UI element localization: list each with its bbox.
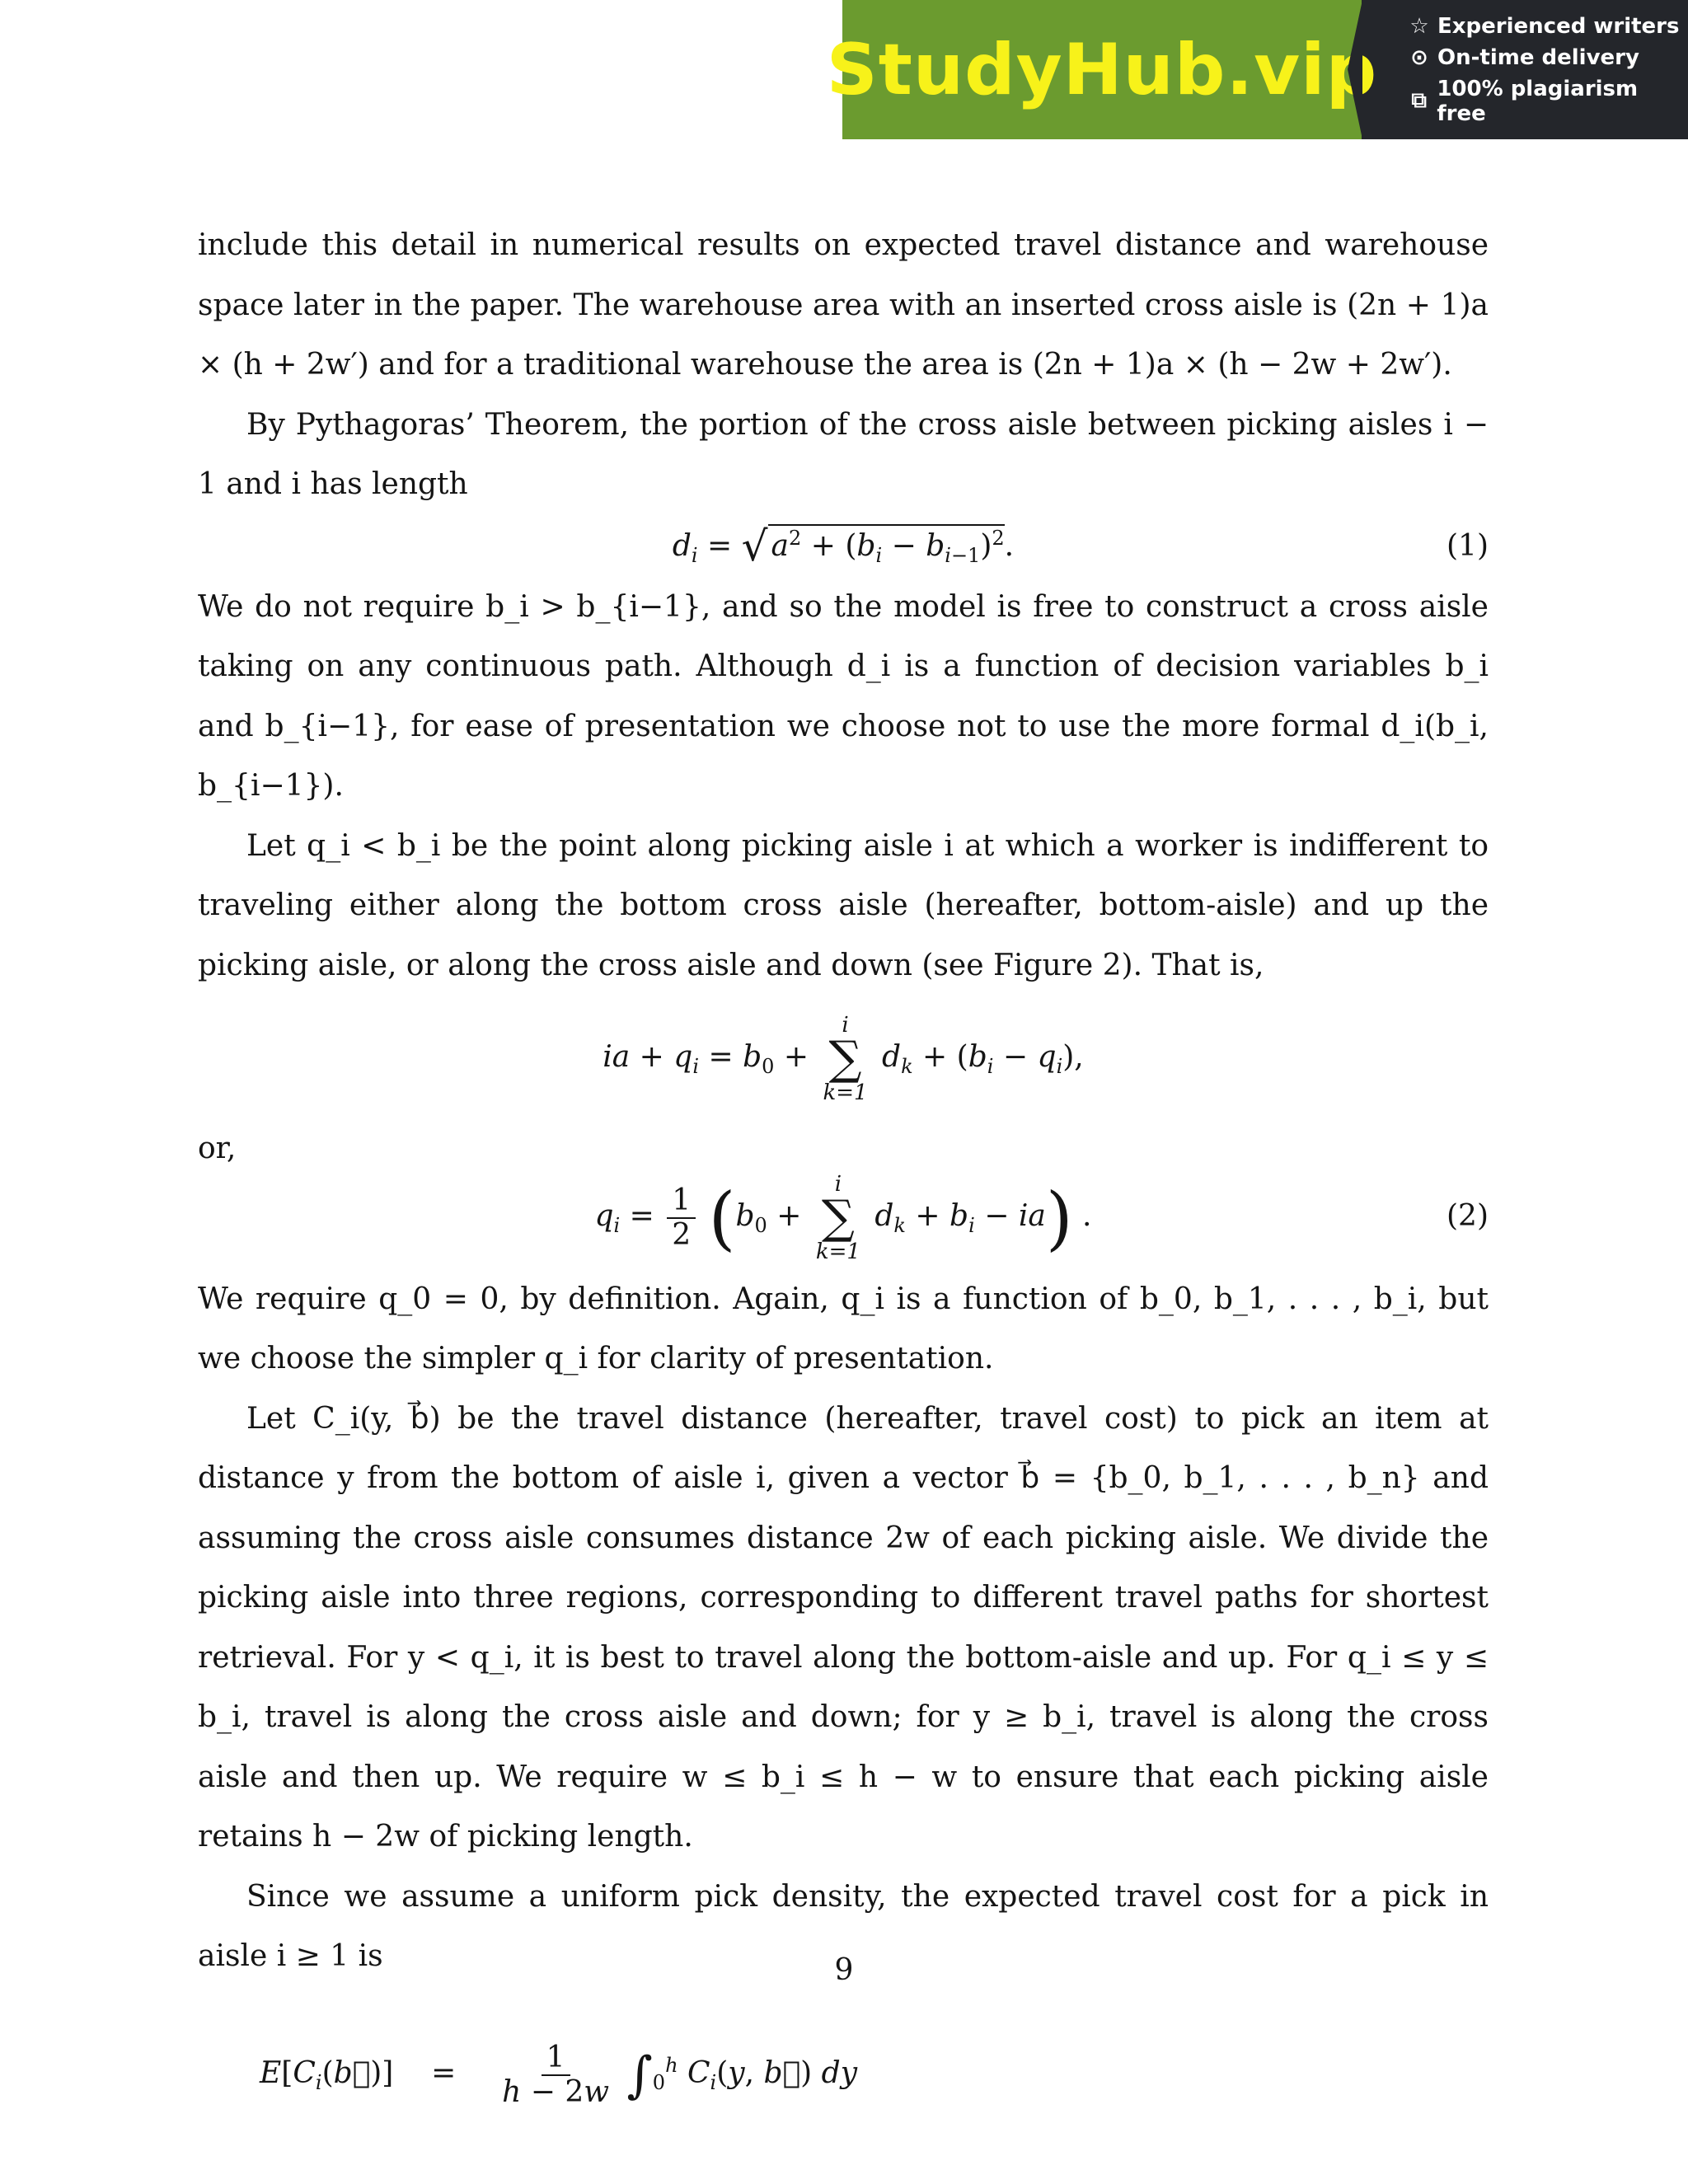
- feature-on-time-delivery: [1408, 45, 1688, 70]
- equation-2: [198, 1163, 1489, 1270]
- feature-label: On-time delivery: [1437, 45, 1639, 70]
- paragraph-3: We do not require b_i > b_{i−1}, and so the model is free to construct a cross aisle taking on any continuous path. Although d_i is a function of decision variables b_i and b_{i−1}, for ease of presentation we choose not to use the more formal d_i(b_i, b_{i−1}).: [198, 589, 1489, 803]
- feature-experienced-writers: [1408, 14, 1688, 39]
- equation-1: [198, 515, 1489, 578]
- paragraph-1: include this detail in numerical results on expected travel distance and warehouse space later in the paper. The warehouse area with an inserted cross aisle is (2n + 1)a × (h + 2w′) and for a traditional warehouse the area is (2n + 1)a × (h − 2w + 2w′).: [198, 228, 1489, 382]
- equation-2-body: $q_i$ = $\frac{1}{2}$ ($b_0$ + i ∑ k=1 $d_k + b_i - ia$) .: [594, 1171, 1092, 1264]
- star-icon: ☆: [1409, 13, 1429, 39]
- equation-indifference: [198, 996, 1489, 1119]
- equation-1-number: (1): [1447, 528, 1489, 563]
- copy-icon: ⧉: [1411, 88, 1427, 113]
- equation-expected-cost-body: $E[C_i(b⃗)]$ = $\frac{1}{h - 2w}$ $\int_0^h$ $C_i(y$, b⃗) dy: [260, 2040, 858, 2109]
- paragraph-6: Let C_i(y, b⃗) be the travel distance (hereafter, travel cost) to pick an item at distance y from the bottom of aisle i, given a vector b⃗ = {b_0, b_1, . . . , b_n} and assuming the cross aisle consumes distance 2w of each picking aisle. We divide the picking aisle into three regions, corresponding to different travel paths for shortest retrieval. For y < q_i, it is best to travel along the bottom-aisle and up. For q_i ≤ y ≤ b_i, travel is along the cross aisle and down; for y ≥ b_i, travel is along the cross aisle and then up. We require w ≤ b_i ≤ h − w to ensure that each picking aisle retains h − 2w of picking length.: [198, 1401, 1489, 1854]
- or-label: or,: [198, 1132, 237, 1165]
- paper-page: [198, 216, 1489, 2127]
- clock-icon: ⊙: [1410, 45, 1428, 70]
- banner-divider: [1348, 0, 1362, 139]
- equation-indifference-body: ia + $q_i = b_0$ + i ∑ k=1 $d_k + (b_i - q_i)$,: [603, 1013, 1084, 1105]
- studyhub-logo[interactable]: [826, 0, 1378, 139]
- equation-1-body: $d_i$ = √ $a^2 + (b_i - b_{i-1})^2$.: [672, 522, 1015, 570]
- paragraph-4: Let q_i < b_i be the point along picking aisle i at which a worker is indifferent to traveling either along the bottom cross aisle (hereafter, bottom-aisle) and up the picking aisle, or along the cross aisle and down (see Figure 2). That is,: [198, 828, 1489, 982]
- logo-text: StudyHub.vip: [826, 28, 1378, 111]
- feature-label: Experienced writers: [1437, 13, 1680, 39]
- paragraph-5: We require q_0 = 0, by definition. Again, q_i is a function of b_0, b_1, . . . , b_i, but we choose the simpler q_i for clarity of presentation.: [198, 1282, 1489, 1376]
- paragraph-7: Since we assume a uniform pick density, the expected travel cost for a pick in aisle i ≥ 1 is: [198, 1879, 1489, 1973]
- feature-label: 100% plagiarism free: [1437, 76, 1639, 126]
- paragraph-2: By Pythagoras’ Theorem, the portion of the cross aisle between picking aisles i − 1 and i has length: [198, 407, 1489, 501]
- page-number: 9: [834, 1953, 854, 1987]
- equation-expected-cost: [198, 2004, 1489, 2127]
- studyhub-banner[interactable]: [826, 0, 1688, 139]
- banner-features: [1362, 0, 1688, 139]
- feature-plagiarism-free: [1408, 77, 1688, 126]
- equation-2-number: (2): [1447, 1198, 1489, 1233]
